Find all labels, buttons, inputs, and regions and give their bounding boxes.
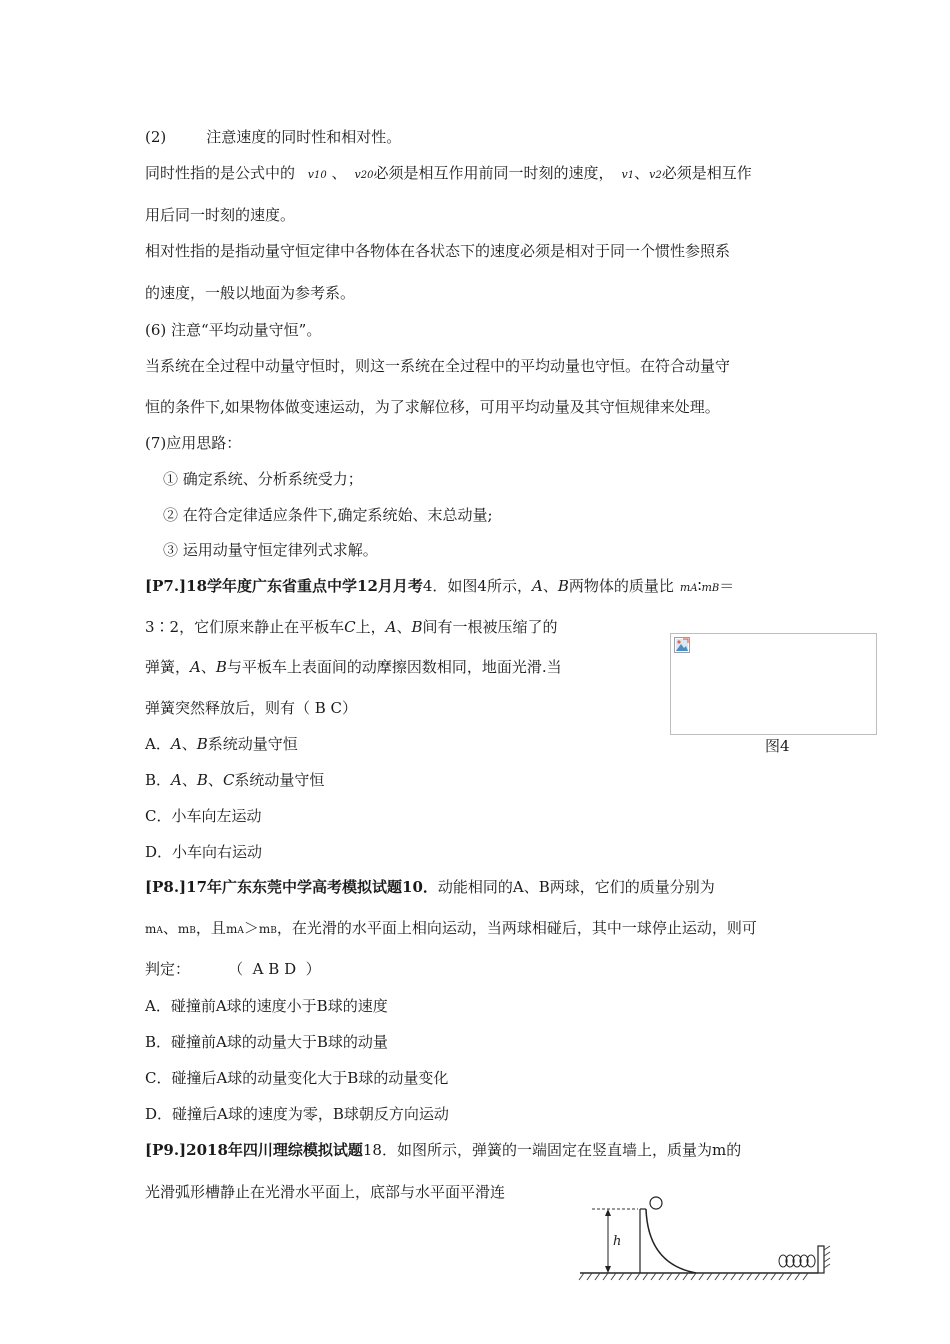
symbol-B: B — [196, 735, 208, 753]
text-run: 系统动量守恒 — [234, 771, 325, 789]
text-run: 两物体的质量比 — [568, 577, 674, 595]
arc-track — [646, 1209, 696, 1273]
text-run: 、 — [181, 771, 197, 789]
symbol-v2-sub: 2 — [655, 170, 662, 181]
text-run: 、 — [207, 771, 223, 789]
symbol-mA-sub: A — [156, 926, 163, 936]
symbol-mB-sub: B — [711, 583, 720, 594]
line-average-momentum: 当系统在全过程中动量守恒时，则这一系统在全过程中的平均动量也守恒。在符合动量守 — [145, 357, 731, 375]
p8-option-b: B．碰撞前A球的动量大于B球的动量 — [145, 1033, 388, 1051]
p8-option-d: D．碰撞后A球的速度为零，B球朝反方向运动 — [145, 1105, 449, 1123]
line-simultaneity-cont: 用后同一时刻的速度。 — [145, 206, 296, 224]
text-run: 必须是相互作用前同一时刻的速度， — [373, 164, 614, 182]
step-2: ② 在符合定律适应条件下,确定系统始、末总动量; — [163, 506, 493, 524]
symbol-A: A — [531, 577, 543, 595]
text-run: 、 — [181, 735, 197, 753]
text-run: 系统动量守恒 — [207, 735, 298, 753]
symbol-A: A — [190, 658, 201, 676]
p7-option-d: D．小车向右运动 — [145, 843, 263, 861]
step-1: ① 确定系统、分析系统受力； — [163, 470, 363, 488]
text-run: 3∶2，它们原来静止在平板车 — [145, 618, 345, 636]
text-run: 动能相同的A、B两球，它们的质量分别为 — [437, 878, 715, 896]
height-label: h — [613, 1234, 622, 1249]
p7-question-line-1 — [145, 576, 734, 599]
text-run: 、 — [162, 919, 178, 937]
p9-diagram — [578, 1194, 840, 1286]
broken-image-icon — [674, 637, 690, 653]
p7-option-a — [145, 734, 298, 754]
p7-option-c: C．小车向左运动 — [145, 807, 262, 825]
symbol-B: B — [196, 771, 208, 789]
spring — [779, 1255, 815, 1267]
symbol-v1: v — [621, 168, 628, 181]
symbol-v1-sub: 1 — [627, 170, 635, 181]
symbol-A: A — [385, 618, 397, 636]
line-6-heading: (6) 注意“平均动量守恒”。 — [145, 321, 322, 339]
wall-hatch — [824, 1246, 830, 1268]
symbol-v2: v — [649, 168, 656, 181]
symbol-mA: m — [679, 581, 691, 594]
symbol-mA: m — [145, 922, 157, 936]
figure-4-caption: 图4 — [765, 737, 790, 755]
symbol-B: B — [215, 658, 227, 676]
height-arrow-head-bottom — [605, 1266, 611, 1273]
line-7-heading: (7)应用思路： — [145, 434, 242, 452]
symbol-C: C — [222, 771, 235, 789]
text-run: 必须是相互作 — [661, 164, 752, 182]
text-run: ＞ — [243, 919, 259, 937]
text-run: 上， — [355, 618, 386, 636]
line-2-heading — [145, 127, 401, 147]
symbol-mA-sub: A — [690, 583, 698, 594]
text-run: 、 — [200, 658, 216, 676]
p8-question-line-1 — [145, 877, 715, 897]
text-run: 同时性指的是公式中的 — [145, 164, 296, 182]
item-number: (2) — [145, 128, 167, 146]
p9-question-line-2: 光滑弧形槽静止在光滑水平面上，底部与水平面平滑连 — [145, 1183, 506, 1201]
line-relativity: 相对性指的是指动量守恒定律中各物体在各状态下的速度必须是相对于同一个惯性参照系 — [145, 242, 731, 260]
text-run: 、 — [396, 618, 412, 636]
p8-question-line-3: 判定： （ A B D ） — [145, 960, 321, 978]
symbol-v20: v — [354, 168, 361, 181]
symbol-mA: m — [225, 922, 238, 936]
figure-4-placeholder — [670, 633, 877, 735]
text-run: ，且 — [195, 919, 226, 937]
p9-tag: [P9.]2018年四川理综模拟试题 — [145, 1141, 363, 1159]
p8-option-c: C．碰撞后A球的动量变化大于B球的动量变化 — [145, 1069, 449, 1087]
p8-question-line-2 — [145, 918, 757, 941]
symbol-A: A — [170, 735, 182, 753]
option-label: B． — [145, 771, 172, 789]
p7-option-b — [145, 770, 324, 790]
symbol-v20-sub: 20 — [360, 170, 374, 181]
symbol-B: B — [411, 618, 423, 636]
text-run: ，在光滑的水平面上相向运动，当两球相碰后，其中一球停止运动，则可 — [276, 919, 757, 937]
text-run: 、 — [634, 164, 650, 182]
symbol-mB: m — [701, 581, 712, 594]
p7-question-line-4: 弹簧突然释放后，则有（ B C） — [145, 699, 358, 717]
symbol-v10: v — [307, 168, 315, 181]
text-run: ＝ — [719, 577, 735, 595]
ball — [650, 1197, 662, 1209]
p8-tag: [P8.]17年广东东莞中学高考模拟试题 — [145, 878, 403, 896]
symbol-mB-sub: B — [189, 926, 196, 936]
text-run: 4．如图4所示， — [422, 577, 532, 595]
text-run: 与平板车上表面间的动摩擦因数相同，地面光滑.当 — [226, 658, 562, 676]
ground-hatch — [579, 1273, 808, 1280]
symbol-mA-sub: A — [237, 926, 244, 936]
item-text: 注意速度的同时性和相对性。 — [206, 128, 402, 146]
height-arrow-head-top — [605, 1209, 611, 1216]
p9-question-line-1 — [145, 1140, 741, 1160]
symbol-mB: m — [258, 922, 271, 936]
text-run: 弹簧， — [145, 658, 191, 676]
line-simultaneity — [145, 163, 752, 186]
p7-question-line-2 — [145, 617, 558, 637]
step-3: ③ 运用动量守恒定律列式求解。 — [163, 541, 378, 559]
symbol-A: A — [171, 771, 182, 789]
text-run: 、 — [542, 577, 558, 595]
question-number: 10． — [402, 878, 438, 896]
symbol-B: B — [557, 577, 569, 595]
text-run: ∶ — [697, 577, 702, 595]
symbol-C: C — [344, 618, 356, 636]
symbol-v10-sub: 10 — [314, 170, 327, 181]
symbol-mB: m — [177, 922, 190, 936]
wall — [818, 1246, 824, 1273]
option-label: A． — [145, 735, 171, 753]
text-run: 间有一根被压缩了的 — [422, 618, 558, 636]
text-run: 18．如图所示，弹簧的一端固定在竖直墙上，质量为m的 — [362, 1141, 742, 1159]
p7-question-line-3 — [145, 657, 562, 677]
symbol-mB-sub: B — [270, 926, 277, 936]
text-run: 、 — [326, 164, 347, 182]
p7-tag: [P7.]18学年度广东省重点中学12月月考 — [145, 577, 423, 595]
line-relativity-cont: 的速度，一般以地面为参考系。 — [145, 284, 356, 302]
line-average-momentum-cont: 恒的条件下,如果物体做变速运动，为了求解位移，可用平均动量及其守恒规律来处理。 — [145, 398, 720, 416]
p8-option-a: A．碰撞前A球的速度小于B球的速度 — [145, 997, 388, 1015]
